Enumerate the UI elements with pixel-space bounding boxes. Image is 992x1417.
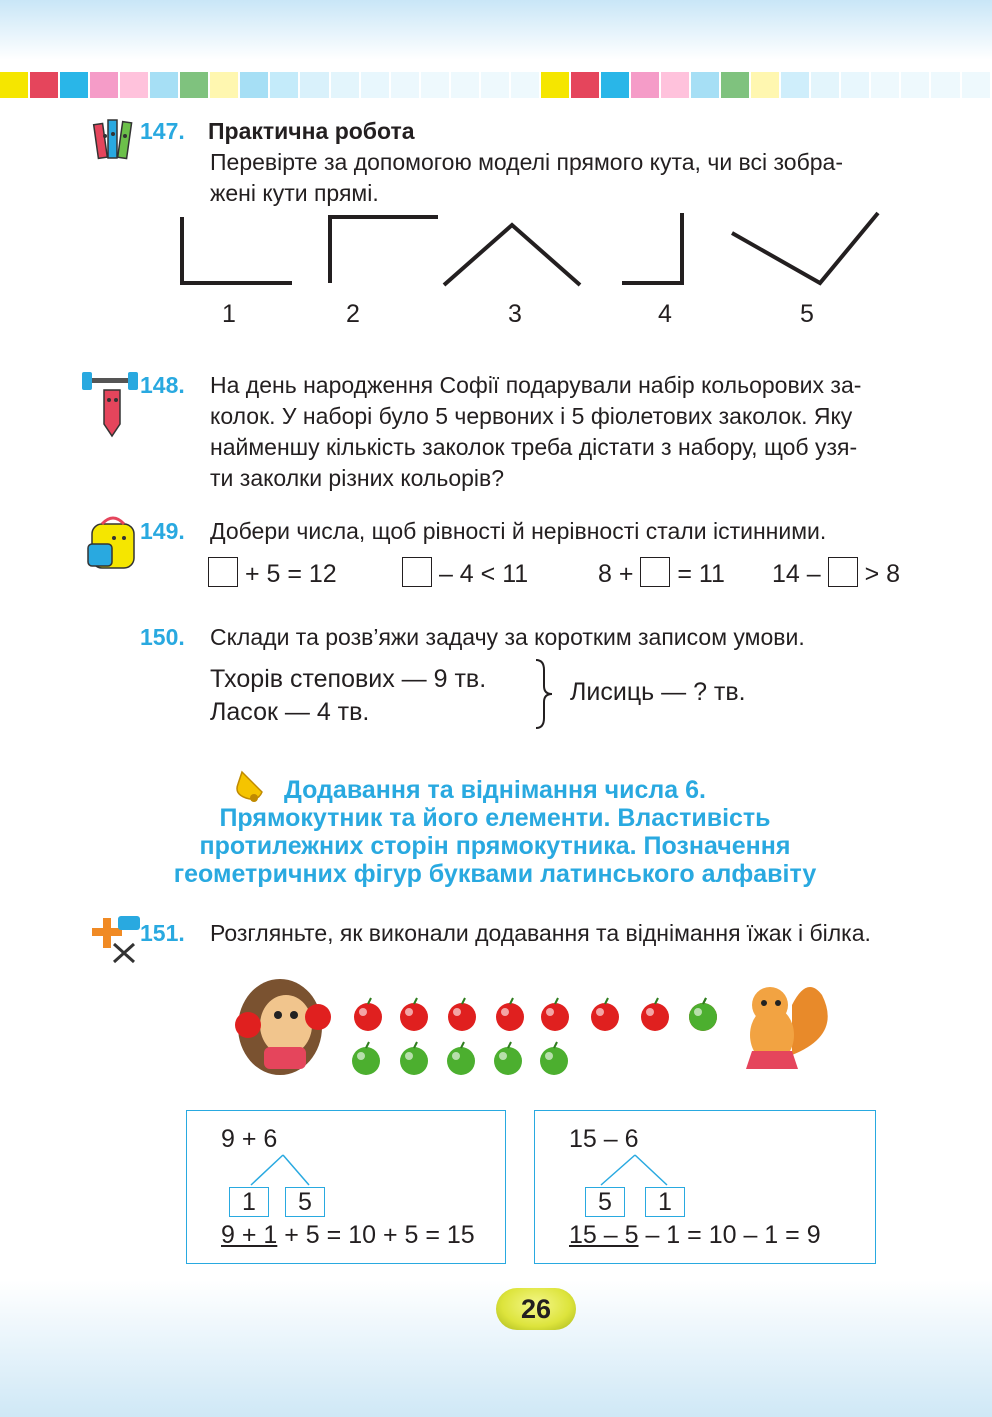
red-apple-icon (496, 998, 524, 1031)
task-number: 149. (140, 518, 185, 544)
solution-rest: + 5 = 10 + 5 = 15 (277, 1221, 475, 1249)
underlined-part: 15 – 5 (569, 1221, 639, 1249)
split-part-box: 5 (285, 1187, 325, 1217)
split-part-box: 1 (645, 1187, 685, 1217)
answer-box[interactable] (828, 557, 858, 587)
subtraction-solution-box (534, 1110, 876, 1264)
equation-text: 8 + (598, 560, 634, 588)
equation-4 (772, 557, 900, 589)
strip-segment (661, 72, 691, 98)
expression: 9 + 6 (221, 1125, 278, 1153)
equation-3 (598, 557, 725, 589)
strip-segment (901, 72, 931, 98)
split-part-box: 1 (229, 1187, 269, 1217)
strip-segment (180, 72, 210, 98)
angle-label: 1 (222, 300, 236, 328)
strip-segment (90, 72, 120, 98)
strip-segment (601, 72, 631, 98)
heading-line: геометричних фігур буквами латинського алфавіту (173, 860, 817, 888)
expression: 15 – 6 (569, 1125, 639, 1153)
task-148 (140, 370, 208, 401)
answer-box[interactable] (208, 557, 238, 587)
strip-segment (240, 72, 270, 98)
heading-line: Додавання та віднімання числа 6. (284, 776, 706, 804)
strip-segment (0, 72, 30, 98)
task-148-text (210, 370, 861, 494)
solution-line (569, 1221, 821, 1250)
red-apple-icon (448, 998, 476, 1031)
heading-line: протилежних сторін прямокутника. Позначення (199, 832, 791, 860)
decorative-color-strip (0, 72, 992, 98)
equation-text: + 5 = 12 (244, 560, 337, 588)
equation-2 (402, 557, 528, 589)
angle-2 (330, 217, 438, 283)
underlined-part: 9 + 1 (221, 1221, 278, 1249)
answer-box[interactable] (640, 557, 670, 587)
strip-segment (30, 72, 60, 98)
equation-1 (208, 557, 337, 589)
green-apple-icon (352, 1042, 380, 1075)
strip-segment (331, 72, 361, 98)
task-150 (140, 622, 208, 653)
strip-segment (60, 72, 90, 98)
strip-segment (571, 72, 601, 98)
strip-segment (120, 72, 150, 98)
strip-segment (511, 72, 541, 98)
backpack-icon (84, 516, 142, 572)
strip-segment (361, 72, 391, 98)
angle-1 (182, 217, 292, 283)
green-apple-icon (494, 1042, 522, 1075)
strip-segment (931, 72, 961, 98)
equation-text: = 11 (677, 560, 725, 588)
strip-segment (421, 72, 451, 98)
pencils-icon (88, 116, 144, 166)
angle-5 (732, 213, 878, 283)
task-150-text: Склади та розв’яжи задачу за коротким записом умови. (210, 624, 805, 650)
angle-4 (622, 213, 682, 283)
task-number: 148. (140, 372, 185, 398)
strip-segment (210, 72, 240, 98)
task-149-text: Добери числа, щоб рівності й нерівності стали істинними. (210, 518, 827, 544)
task-147 (140, 116, 415, 147)
condition-result: Лисиць — ? тв. (570, 678, 746, 706)
green-apple-icon (689, 998, 717, 1031)
red-apple-icon (591, 998, 619, 1031)
addition-solution-box (186, 1110, 506, 1264)
strip-segment (391, 72, 421, 98)
task-151 (140, 918, 208, 949)
strip-segment (871, 72, 901, 98)
angle-label: 3 (508, 300, 522, 328)
green-apple-icon (447, 1042, 475, 1075)
strip-segment (962, 72, 992, 98)
strip-segment (451, 72, 481, 98)
condition-line-2: Ласок — 4 тв. (210, 698, 370, 726)
section-heading (100, 776, 890, 888)
task-number: 150. (140, 624, 185, 650)
text-line: ти заколки різних кольорів? (210, 465, 505, 491)
equation-text: – 4 < 11 (438, 560, 529, 588)
page-number: 26 (496, 1288, 576, 1330)
strip-segment (691, 72, 721, 98)
solution-rest: – 1 = 10 – 1 = 9 (638, 1221, 821, 1249)
squirrel-icon (746, 987, 828, 1069)
strip-segment (631, 72, 661, 98)
math-symbols-icon (88, 914, 144, 966)
angle-label: 4 (658, 300, 672, 328)
task-149 (140, 516, 208, 547)
answer-box[interactable] (402, 557, 432, 587)
text-line: На день народження Софії подарували набір кольорових за- (210, 372, 862, 398)
pencil-weightlifter-icon (80, 372, 142, 438)
green-apple-icon (400, 1042, 428, 1075)
hedgehog-icon (235, 979, 331, 1075)
angle-3 (444, 225, 580, 285)
strip-segment (481, 72, 511, 98)
text-line: Перевірте за допомогою моделі прямого кута, чи всі зобра- (210, 149, 844, 175)
text-line: найменшу кількість заколок треба дістати з набору, щоб узя- (210, 434, 858, 460)
strip-segment (751, 72, 781, 98)
task-number: 147. (140, 118, 185, 144)
strip-segment (270, 72, 300, 98)
red-apple-icon (400, 998, 428, 1031)
split-part-box: 5 (585, 1187, 625, 1217)
angle-label: 5 (800, 300, 814, 328)
task-number: 151. (140, 920, 185, 946)
split-lines (245, 1153, 315, 1187)
strip-segment (300, 72, 330, 98)
equation-text: > 8 (864, 560, 901, 588)
equation-text: 14 – (772, 560, 821, 588)
strip-segment (781, 72, 811, 98)
strip-segment (841, 72, 871, 98)
task-147-text (210, 147, 843, 209)
curly-brace (530, 658, 560, 730)
task-151-text: Розгляньте, як виконали додавання та віднімання їжак і білка. (210, 920, 871, 946)
solution-line (221, 1221, 475, 1250)
task-title: Практична робота (208, 118, 415, 144)
angles-figure (170, 205, 890, 295)
text-line: жені кути прямі. (210, 180, 379, 206)
strip-segment (150, 72, 180, 98)
heading-line: Прямокутник та його елементи. Властивість (219, 804, 771, 832)
red-apple-icon (541, 998, 569, 1031)
strip-segment (721, 72, 751, 98)
strip-segment (541, 72, 571, 98)
green-apple-icon (540, 1042, 568, 1075)
text-line: колок. У наборі було 5 червоних і 5 фіолетових заколок. Яку (210, 403, 853, 429)
condition-line-1: Тхорів степових — 9 тв. (210, 665, 487, 693)
strip-segment (811, 72, 841, 98)
red-apple-icon (641, 998, 669, 1031)
apples-illustration (232, 965, 842, 1080)
angle-label: 2 (346, 300, 360, 328)
split-lines (589, 1153, 675, 1187)
red-apple-icon (354, 998, 382, 1031)
